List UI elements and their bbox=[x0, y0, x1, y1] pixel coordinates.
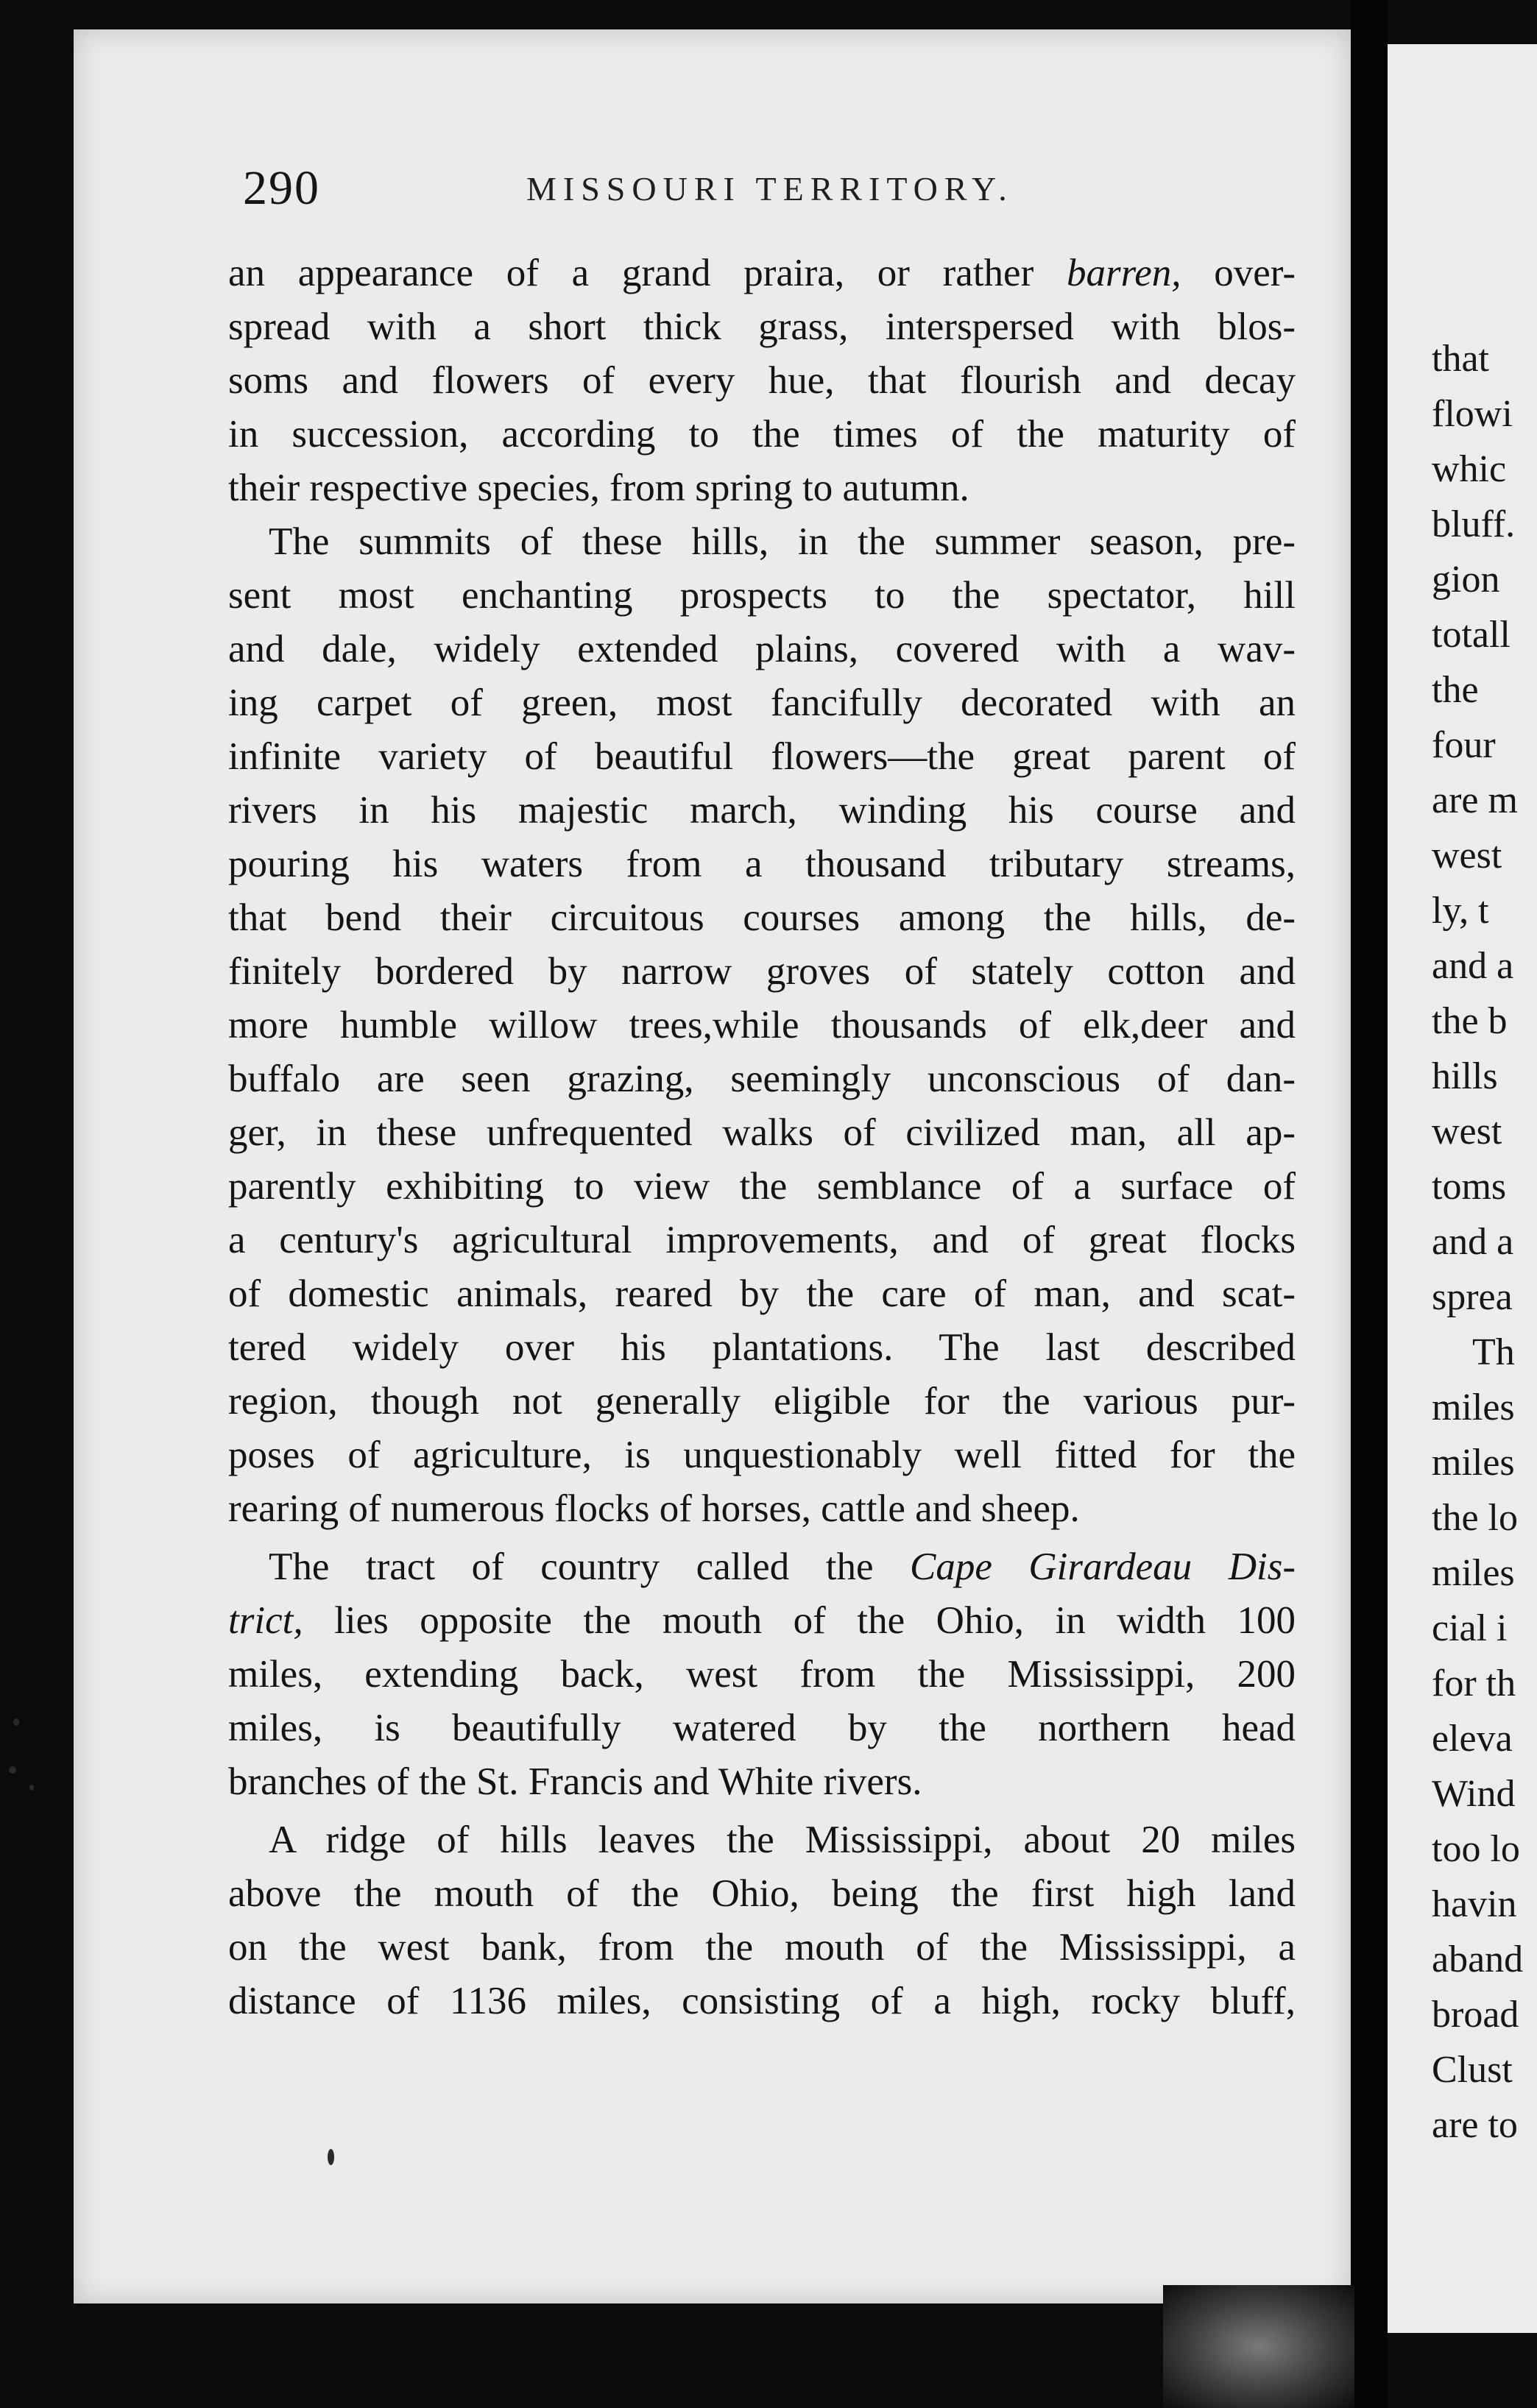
margin-speck bbox=[13, 1718, 19, 1726]
right-line: the lo bbox=[1432, 1497, 1518, 1539]
text-line: their respective species, from spring to autumn. bbox=[228, 467, 969, 509]
text-line bbox=[228, 1540, 1296, 1594]
text-line: soms and flowers of every hue, that flourish and decay bbox=[228, 359, 1296, 402]
right-line: miles bbox=[1432, 1442, 1515, 1484]
line-text: an appearance of a grand praira, or rather bbox=[228, 252, 1067, 294]
right-line: miles bbox=[1432, 1552, 1515, 1594]
right-line: aband bbox=[1432, 1938, 1524, 1980]
text-line: spread with a short thick grass, interspersed with blos- bbox=[228, 305, 1296, 348]
text-line: and dale, widely extended plains, covered with a wav- bbox=[228, 628, 1296, 670]
scan-artifact bbox=[1163, 2285, 1354, 2408]
text-line: parently exhibiting to view the semblance of a surface of bbox=[228, 1165, 1296, 1208]
text-line: branches of the St. Francis and White rivers. bbox=[228, 1760, 922, 1803]
text-line: poses of agriculture, is unquestionably well fitted for the bbox=[228, 1434, 1296, 1476]
right-line: broad bbox=[1432, 1994, 1519, 2036]
right-line: bluff. bbox=[1432, 503, 1516, 545]
text-line: in succession, according to the times of the maturity of bbox=[228, 413, 1296, 456]
text-line: ger, in these unfrequented walks of civilized man, all ap- bbox=[228, 1111, 1296, 1154]
page-speck bbox=[328, 2149, 334, 2165]
text-line: above the mouth of the Ohio, being the first high land bbox=[228, 1872, 1296, 1915]
running-head bbox=[243, 160, 1310, 219]
text-line: ing carpet of green, most fancifully decorated with an bbox=[228, 681, 1296, 724]
right-page-text bbox=[1432, 331, 1523, 2153]
text-line: A ridge of hills leaves the Mississippi, about 20 miles bbox=[269, 1819, 1296, 1861]
right-line: and a bbox=[1432, 1221, 1514, 1263]
page-number: 290 bbox=[243, 161, 320, 215]
right-line: cial i bbox=[1432, 1607, 1508, 1649]
line-text: lies opposite the mouth of the Ohio, in width 100 bbox=[303, 1599, 1296, 1642]
right-line: totall bbox=[1432, 614, 1510, 656]
right-line: are to bbox=[1432, 2104, 1518, 2146]
right-line: for th bbox=[1432, 1662, 1516, 1704]
running-title: MISSOURI TERRITORY. bbox=[526, 170, 1014, 208]
right-line: toms bbox=[1432, 1166, 1507, 1208]
right-line: the bbox=[1432, 669, 1479, 711]
italic-word: barren, bbox=[1066, 252, 1181, 294]
right-line: ly, t bbox=[1432, 890, 1489, 932]
margin-speck bbox=[29, 1785, 34, 1791]
text-line: miles, extending back, west from the Mississippi, 200 bbox=[228, 1653, 1296, 1696]
right-line: Clust bbox=[1432, 2049, 1513, 2091]
text-line: rearing of numerous flocks of horses, cattle and sheep. bbox=[228, 1487, 1080, 1530]
right-line: Th bbox=[1472, 1331, 1515, 1373]
margin-speck bbox=[9, 1766, 16, 1774]
right-line: gion bbox=[1432, 559, 1500, 601]
right-line: are m bbox=[1432, 779, 1518, 821]
text-line: region, though not generally eligible for the various pur- bbox=[228, 1380, 1296, 1423]
right-line: sprea bbox=[1432, 1276, 1513, 1318]
text-line: pouring his waters from a thousand tributary streams, bbox=[228, 843, 1296, 885]
right-line: and a bbox=[1432, 945, 1514, 987]
right-line: west bbox=[1432, 1111, 1502, 1152]
text-line: rivers in his majestic march, winding his course and bbox=[228, 789, 1296, 832]
body-text bbox=[228, 247, 1296, 2028]
italic-phrase: Cape Girardeau Dis- bbox=[909, 1545, 1296, 1588]
text-line: that bend their circuitous courses among the hills, de- bbox=[228, 896, 1296, 939]
right-line: hills bbox=[1432, 1055, 1498, 1097]
right-page bbox=[1388, 44, 1537, 2333]
right-line: havin bbox=[1432, 1883, 1517, 1925]
text-line: distance of 1136 miles, consisting of a high, rocky bluff, bbox=[228, 1980, 1296, 2022]
italic-phrase: trict, bbox=[228, 1599, 303, 1642]
text-line: tered widely over his plantations. The last described bbox=[228, 1326, 1296, 1369]
right-line: west bbox=[1432, 835, 1502, 877]
right-line: flowi bbox=[1432, 393, 1513, 435]
book-gutter bbox=[1351, 0, 1388, 2408]
text-line: on the west bank, from the mouth of the Mississippi, a bbox=[228, 1926, 1296, 1969]
line-text: over- bbox=[1181, 252, 1296, 294]
text-line: infinite variety of beautiful flowers—the great parent of bbox=[228, 735, 1296, 778]
text-line: of domestic animals, reared by the care of man, and scat- bbox=[228, 1272, 1296, 1315]
text-line: miles, is beautifully watered by the northern head bbox=[228, 1707, 1296, 1749]
right-line: too lo bbox=[1432, 1828, 1520, 1870]
right-line: whic bbox=[1432, 448, 1507, 490]
text-line: The summits of these hills, in the summer season, pre- bbox=[269, 520, 1296, 563]
line-text: The tract of country called the bbox=[269, 1545, 910, 1588]
text-line: buffalo are seen grazing, seemingly unconscious of dan- bbox=[228, 1058, 1296, 1100]
text-line: more humble willow trees,while thousands of elk,deer and bbox=[228, 1004, 1296, 1047]
right-line: four bbox=[1432, 724, 1496, 766]
text-line: sent most enchanting prospects to the spectator, hill bbox=[228, 574, 1296, 617]
right-line: the b bbox=[1432, 1000, 1508, 1042]
text-line: a century's agricultural improvements, and of great flocks bbox=[228, 1219, 1296, 1261]
right-line: eleva bbox=[1432, 1718, 1513, 1760]
right-line: miles bbox=[1432, 1387, 1515, 1428]
text-line: finitely bordered by narrow groves of stately cotton and bbox=[228, 950, 1296, 993]
text-line bbox=[228, 247, 1296, 300]
right-line: Wind bbox=[1432, 1773, 1516, 1815]
text-line bbox=[228, 1594, 1296, 1648]
right-line: that bbox=[1432, 338, 1489, 380]
